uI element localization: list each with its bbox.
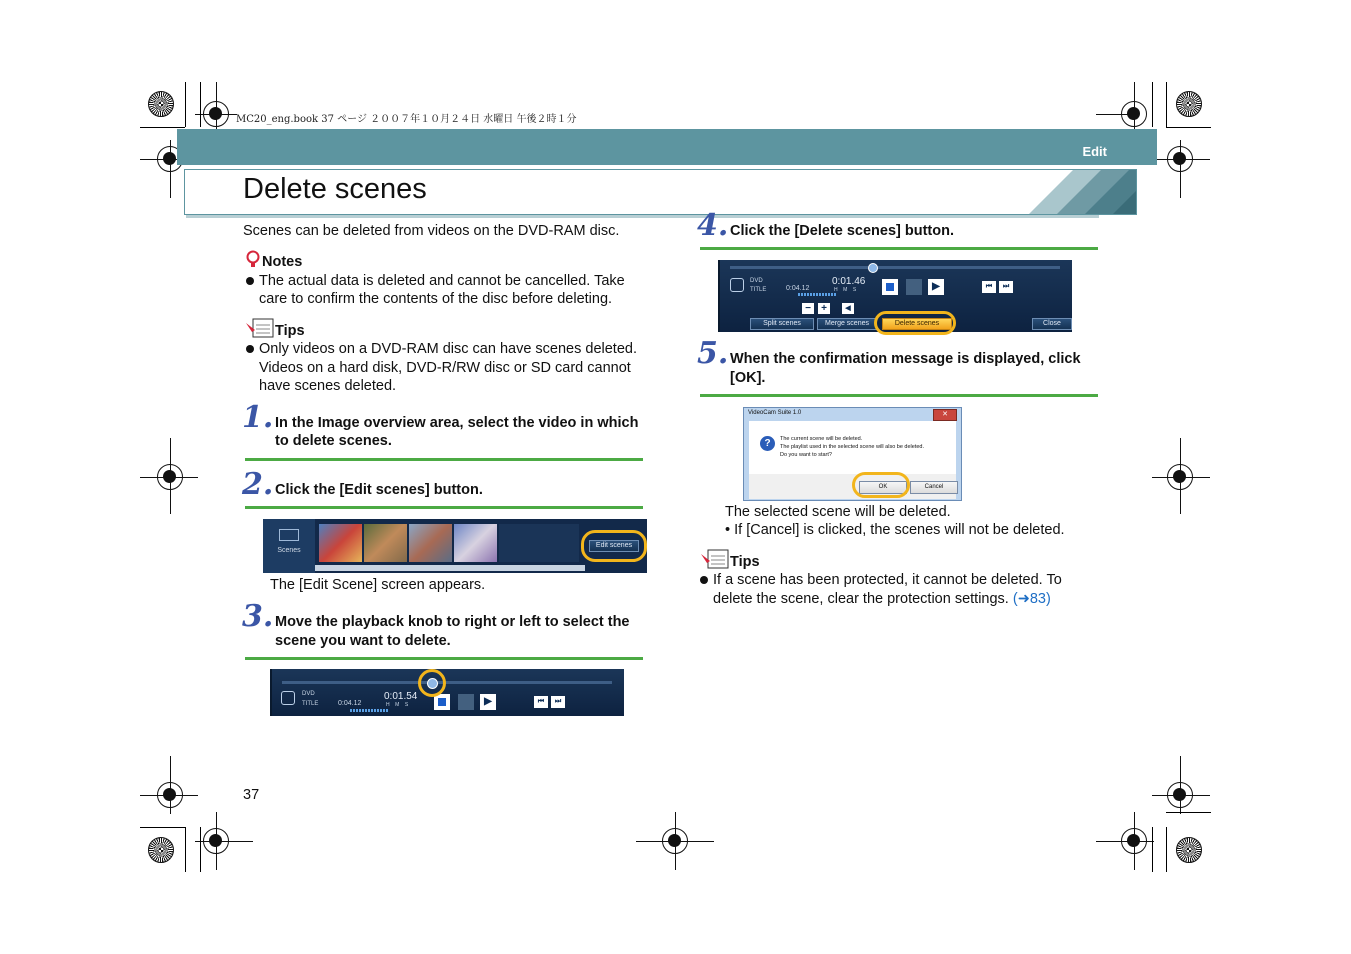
crop-line bbox=[1166, 127, 1211, 128]
crop-line bbox=[140, 127, 185, 128]
time-display: 0:01.54 bbox=[384, 691, 418, 702]
step-number: 2. bbox=[242, 467, 274, 502]
ok-button[interactable]: OK bbox=[859, 481, 907, 494]
highlight-knob bbox=[418, 669, 446, 697]
crop-line bbox=[1152, 827, 1153, 872]
crosshair-h bbox=[195, 841, 253, 842]
notes-item-line: The actual data is deleted and cannot be cancelled. Take bbox=[259, 273, 625, 289]
playback-knob[interactable] bbox=[868, 263, 878, 273]
pause-button[interactable] bbox=[458, 694, 474, 710]
page-link[interactable]: (➜83) bbox=[1012, 591, 1051, 607]
crosshair-v bbox=[1180, 756, 1181, 814]
stop-button[interactable] bbox=[882, 279, 898, 295]
play-icon: ▶ bbox=[484, 696, 492, 707]
step-number: 5. bbox=[697, 336, 729, 371]
play-button[interactable] bbox=[480, 694, 496, 710]
title-label: TITLE bbox=[302, 701, 319, 707]
crop-line bbox=[185, 827, 186, 872]
registration-star-top-left bbox=[148, 91, 174, 117]
crosshair-v bbox=[1180, 140, 1181, 198]
crop-line bbox=[1166, 82, 1167, 127]
tips-line: have scenes deleted. bbox=[259, 378, 397, 394]
crop-line bbox=[140, 827, 185, 828]
merge-scenes-button[interactable]: Merge scenes bbox=[817, 318, 877, 330]
pause-button[interactable] bbox=[906, 279, 922, 295]
step-number: 1. bbox=[242, 400, 274, 435]
crosshair-h bbox=[140, 795, 198, 796]
play-button[interactable] bbox=[928, 279, 944, 295]
step-rule bbox=[700, 394, 1098, 397]
crosshair-h bbox=[140, 477, 198, 478]
crosshair-h bbox=[1096, 841, 1154, 842]
section-bar bbox=[177, 129, 1157, 165]
video-thumbnail[interactable] bbox=[319, 524, 362, 562]
disc-type: DVD bbox=[750, 278, 763, 284]
scenes-icon bbox=[279, 529, 299, 541]
book-header-meta: MC20_eng.book 37 ページ ２００７年１０月２４日 水曜日 午後２時１分 bbox=[236, 114, 577, 125]
empty-thumbnails bbox=[499, 524, 579, 562]
bullet bbox=[700, 576, 708, 584]
next-button[interactable] bbox=[551, 696, 565, 708]
step-text: [OK]. bbox=[730, 370, 766, 386]
crosshair-h bbox=[1096, 114, 1138, 115]
level-meter bbox=[798, 293, 836, 296]
step-rule bbox=[245, 506, 643, 509]
dialog-title: VideoCam Suite 1.0 bbox=[748, 410, 802, 416]
thumbnail-scrollbar[interactable] bbox=[315, 565, 585, 571]
tips-line-text: delete the scene, clear the protection settings. bbox=[713, 591, 1013, 607]
step-text: Click the [Delete scenes] button. bbox=[730, 223, 954, 239]
player-screenshot bbox=[270, 669, 624, 716]
close-button[interactable]: Close bbox=[1032, 318, 1072, 330]
hms-label: H M S bbox=[386, 702, 409, 708]
crosshair-v bbox=[675, 812, 676, 870]
intro-text: Scenes can be deleted from videos on the DVD-RAM disc. bbox=[243, 223, 620, 239]
page-title: Delete scenes bbox=[243, 173, 427, 205]
video-thumbnail[interactable] bbox=[409, 524, 452, 562]
counter: 0:04.12 bbox=[338, 700, 362, 707]
title-shadow bbox=[186, 215, 1099, 218]
step-rule bbox=[245, 458, 643, 461]
scenes-label: Scenes bbox=[277, 547, 301, 554]
notes-label: Notes bbox=[262, 254, 303, 270]
dialog-message: The playlist used in the selected scene will also be deleted. bbox=[780, 444, 925, 450]
zoom-out-button[interactable] bbox=[802, 303, 814, 314]
stop-icon bbox=[886, 283, 894, 291]
plus-icon: + bbox=[821, 303, 827, 314]
tips-line: Videos on a hard disk, DVD-R/RW disc or SD card cannot bbox=[259, 360, 631, 376]
step-text: scene you want to delete. bbox=[275, 633, 451, 649]
dialog-message: The current scene will be deleted. bbox=[780, 436, 863, 442]
dialog-message: Do you want to start? bbox=[780, 452, 832, 458]
zoom-in-button[interactable] bbox=[818, 303, 830, 314]
step-result: The selected scene will be deleted. bbox=[725, 504, 951, 520]
counter: 0:04.12 bbox=[786, 285, 810, 292]
playback-slider-track[interactable] bbox=[282, 681, 612, 684]
disc-type: DVD bbox=[302, 691, 315, 697]
title-box bbox=[184, 169, 1137, 215]
crop-line bbox=[1152, 82, 1153, 127]
volume-button[interactable] bbox=[842, 303, 854, 314]
dialog-close-button[interactable] bbox=[933, 409, 957, 421]
crosshair-v bbox=[170, 438, 171, 514]
tips-label: Tips bbox=[730, 554, 760, 570]
step-rule bbox=[700, 247, 1098, 250]
prev-icon: ⏮ bbox=[537, 698, 545, 705]
cancel-button[interactable]: Cancel bbox=[910, 481, 958, 494]
crop-line bbox=[200, 827, 201, 872]
bullet bbox=[246, 277, 254, 285]
stop-icon bbox=[438, 698, 446, 706]
highlight-ok bbox=[852, 472, 910, 498]
step-text: to delete scenes. bbox=[275, 433, 392, 449]
crop-line bbox=[1166, 812, 1211, 813]
edit-scenes-button[interactable]: Edit scenes bbox=[589, 540, 639, 552]
title-label: TITLE bbox=[750, 287, 767, 293]
crosshair-h bbox=[1152, 159, 1210, 160]
next-icon: ⏭ bbox=[554, 698, 562, 705]
question-icon: ? bbox=[760, 436, 775, 451]
prev-icon: ⏮ bbox=[985, 283, 993, 290]
crop-line bbox=[1166, 827, 1167, 872]
next-button[interactable] bbox=[999, 281, 1013, 293]
crosshair-v bbox=[1180, 438, 1181, 514]
section-label: Edit bbox=[1082, 144, 1107, 159]
video-thumbnail[interactable] bbox=[454, 524, 497, 562]
video-thumbnail[interactable] bbox=[364, 524, 407, 562]
power-icon bbox=[281, 691, 295, 705]
speaker-icon: ◀ bbox=[845, 305, 851, 312]
step-number: 3. bbox=[242, 599, 274, 634]
close-icon: ✕ bbox=[942, 411, 948, 418]
bullet bbox=[246, 345, 254, 353]
highlight-delete-scenes bbox=[874, 311, 956, 335]
next-icon: ⏭ bbox=[1002, 283, 1010, 290]
crop-line bbox=[185, 82, 186, 127]
play-icon: ▶ bbox=[932, 281, 940, 292]
registration-star-bottom-left bbox=[148, 837, 174, 863]
registration-star-top-right bbox=[1176, 91, 1202, 117]
notes-item-line: care to confirm the contents of the disc before deleting. bbox=[259, 291, 613, 307]
crosshair-v bbox=[170, 140, 171, 198]
hms-label: H M S bbox=[834, 287, 857, 293]
step-text: In the Image overview area, select the video in which bbox=[275, 415, 639, 431]
step-result-note: • If [Cancel] is clicked, the scenes will not be deleted. bbox=[725, 522, 1065, 538]
minus-icon: − bbox=[805, 303, 811, 314]
page-number: 37 bbox=[243, 787, 260, 803]
tips-label: Tips bbox=[275, 323, 305, 339]
prev-button[interactable] bbox=[534, 696, 548, 708]
crosshair-h bbox=[1152, 795, 1210, 796]
crosshair-v bbox=[170, 756, 171, 814]
tips-icon bbox=[700, 548, 730, 570]
step-number: 4. bbox=[697, 208, 729, 243]
crop-line bbox=[200, 82, 201, 127]
tips-line bbox=[713, 590, 1051, 609]
tips-line: Only videos on a DVD-RAM disc can have scenes deleted. bbox=[259, 341, 637, 357]
playback-slider-track[interactable] bbox=[730, 266, 1060, 269]
crosshair-v bbox=[216, 812, 217, 870]
scenes-panel bbox=[263, 519, 315, 573]
stop-button[interactable] bbox=[434, 694, 450, 710]
step-text: Move the playback knob to right or left to select the bbox=[275, 614, 630, 630]
tips-line: If a scene has been protected, it cannot be deleted. To bbox=[713, 572, 1062, 588]
registration-star-bottom-right bbox=[1176, 837, 1202, 863]
notes-icon bbox=[245, 250, 261, 270]
step-text: When the confirmation message is displayed, click bbox=[730, 351, 1081, 367]
tips-icon bbox=[245, 317, 275, 339]
step-result: The [Edit Scene] screen appears. bbox=[270, 577, 486, 593]
level-meter bbox=[350, 709, 388, 712]
crosshair-h bbox=[1152, 477, 1210, 478]
time-display: 0:01.46 bbox=[832, 276, 866, 287]
step-rule bbox=[245, 657, 643, 660]
crosshair-v bbox=[1134, 812, 1135, 870]
highlight-edit-scenes bbox=[581, 530, 647, 562]
power-icon bbox=[730, 278, 744, 292]
prev-button[interactable] bbox=[982, 281, 996, 293]
step-text: Click the [Edit scenes] button. bbox=[275, 482, 483, 498]
split-scenes-button[interactable]: Split scenes bbox=[750, 318, 814, 330]
delete-scenes-button[interactable]: Delete scenes bbox=[882, 318, 952, 330]
